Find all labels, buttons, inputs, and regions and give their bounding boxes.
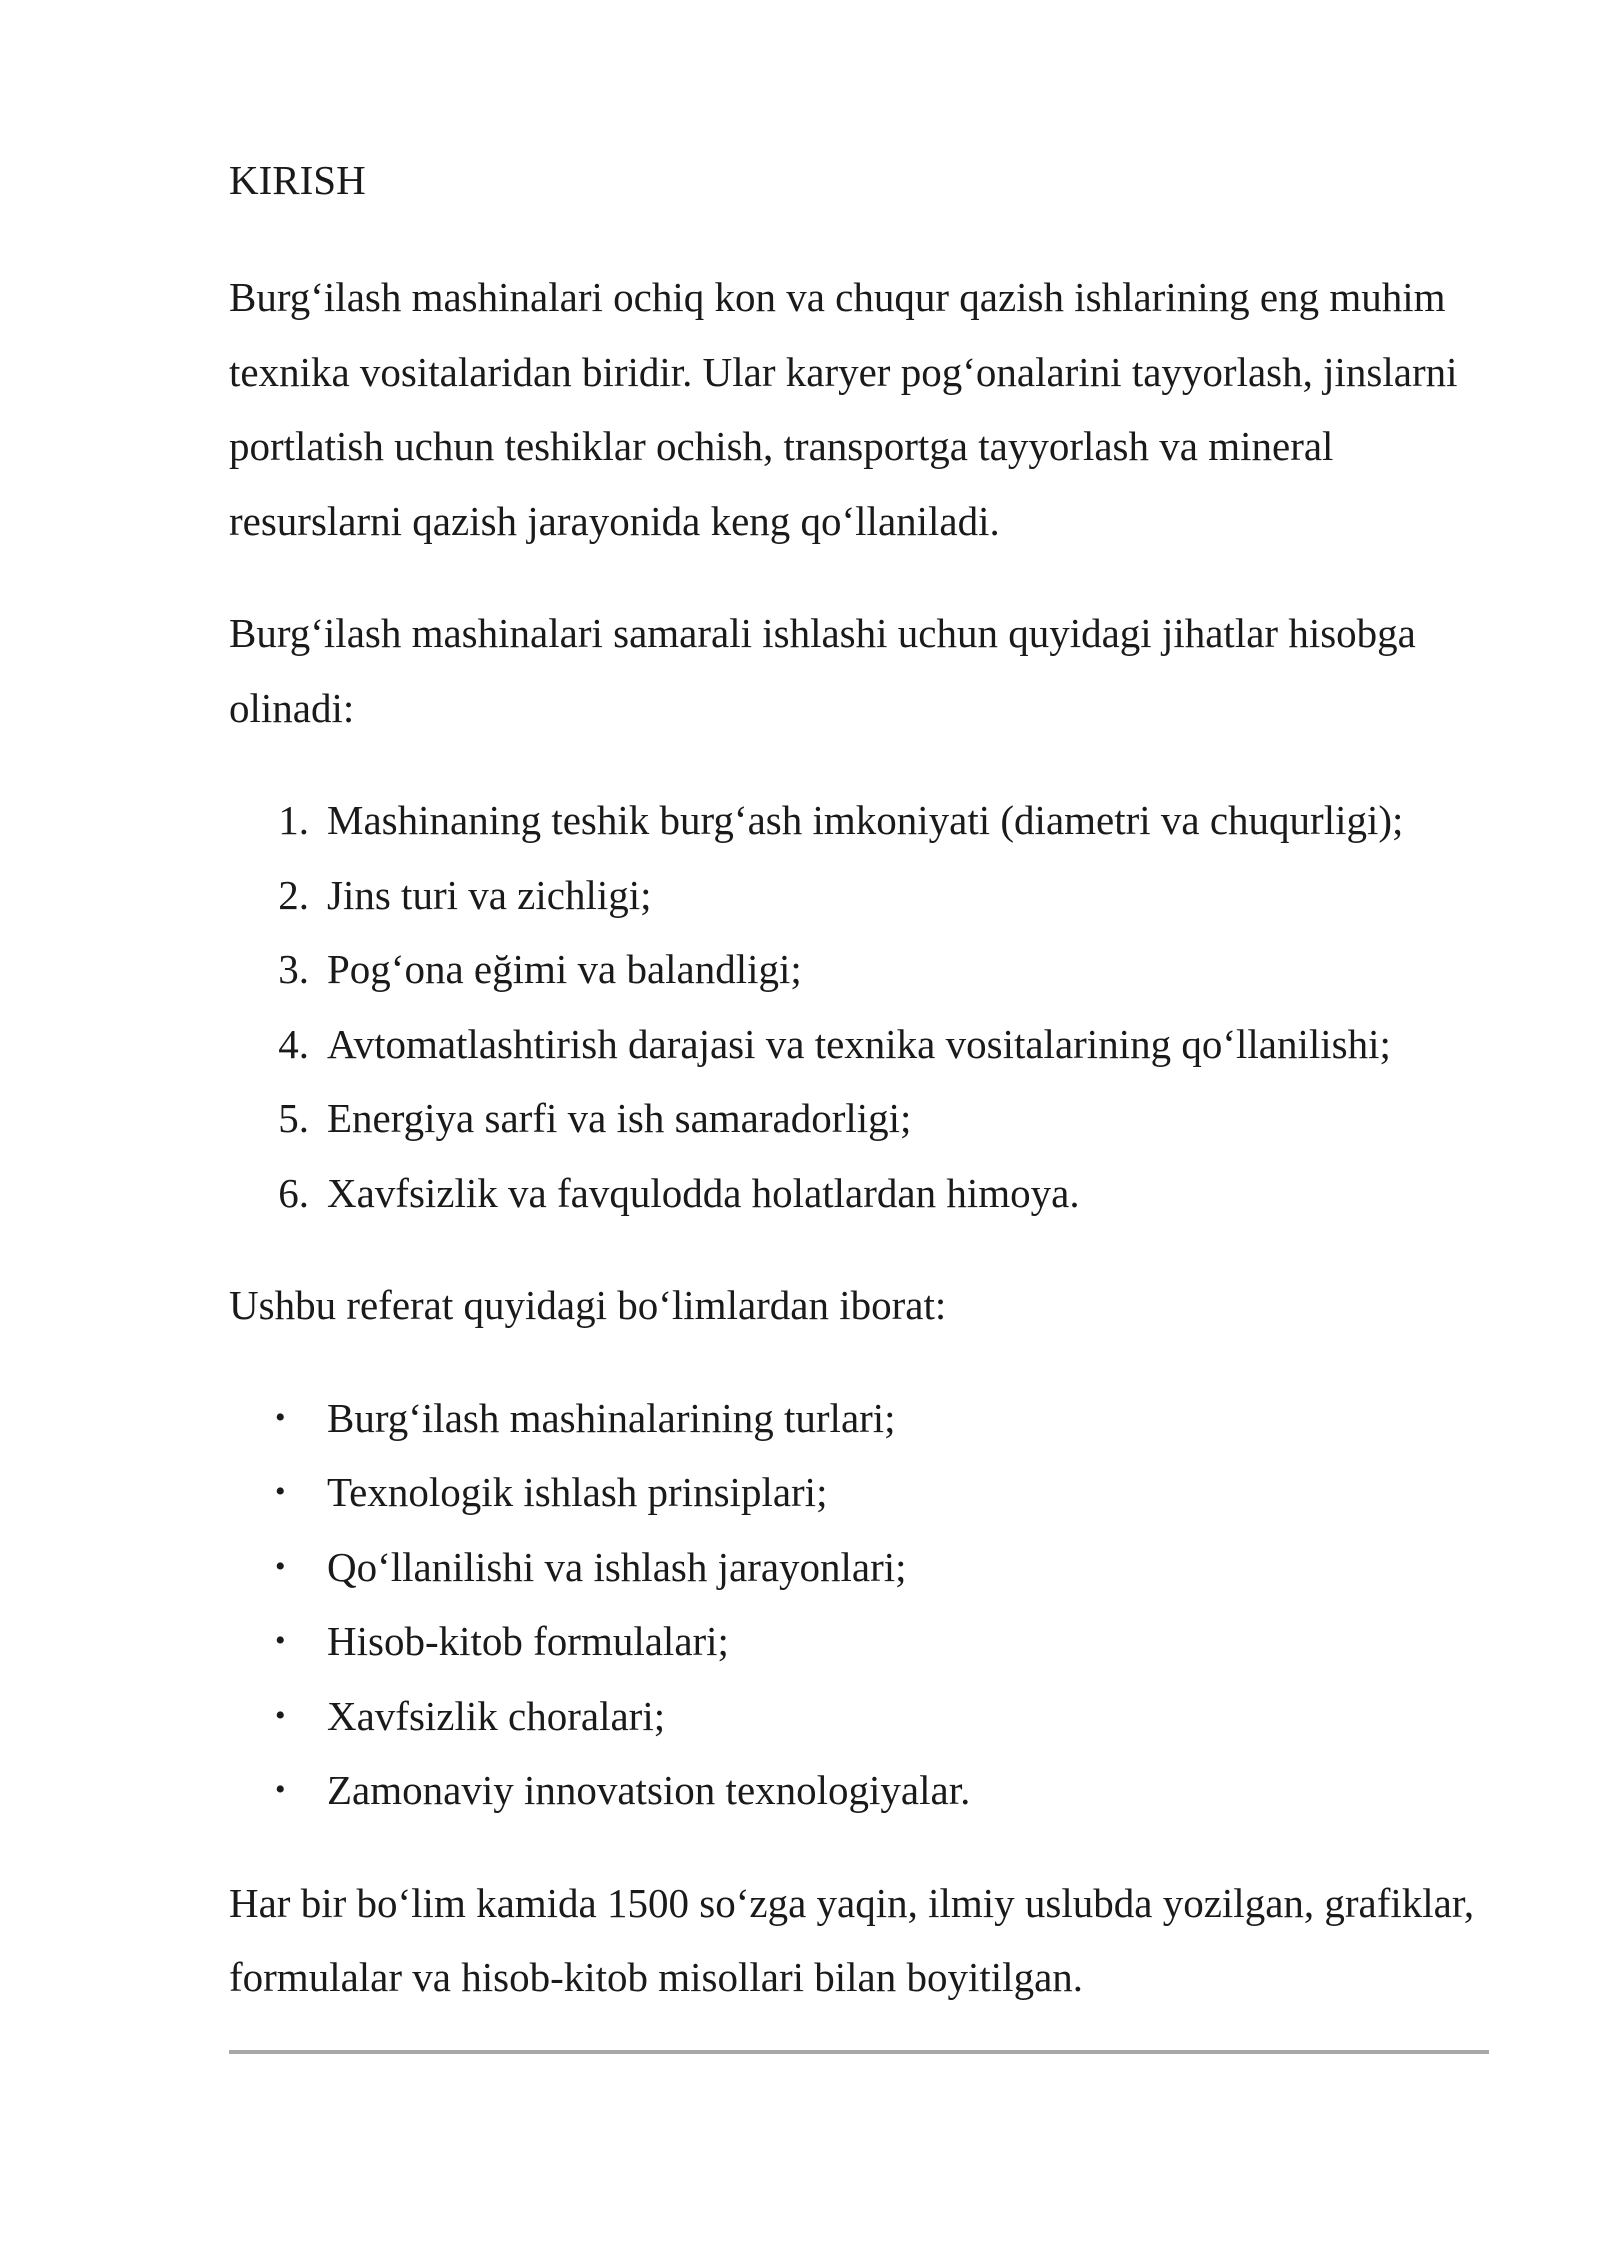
list-number: 1. [278,797,309,843]
closing-paragraph: Har bir bo‘lim kamida 1500 so‘zga yaqin, ilmiy uslubda yozilgan, grafiklar, formulalar va hisob-kitob misollari bilan boyitilgan. [229,1879,1475,2000]
list-number: 6. [278,1169,309,1216]
list-item-text: Zamonaviy innovatsion texnologiyalar. [327,1767,971,1813]
list-item [229,932,1489,1007]
document-page [229,150,1489,2053]
list-item [229,1381,1489,1456]
list-item-text: Texnologik ishlash prinsiplari; [327,1469,828,1515]
list-item-text: Qo‘llanilishi va ishlash jarayonlari; [327,1543,907,1590]
list-item [229,1156,1489,1231]
list-item [229,783,1489,858]
criteria-lead-paragraph: Burg‘ilash mashinalari samarali ishlashi uchun quyidagi jihatlar hisobga olinadi: [229,610,1416,731]
bullet-icon: • [275,1475,286,1508]
list-number: 5. [278,1095,309,1141]
list-item [229,1753,1489,1828]
list-item-text: Xavfsizlik choralari; [327,1692,666,1739]
list-number: 2. [278,871,309,918]
list-item-text: Hisob-kitob formulalari; [327,1618,729,1664]
intro-paragraph: Burg‘ilash mashinalari ochiq kon va chuqur qazish ishlarining eng muhim texnika vositalaridan biridir. Ular karyer pog‘onalarini tayyorlash, jinslarni portlatish uchun teshiklar ochish, transportga tayyorlash va mineral resurslarni qazish jarayonida keng qo‘llaniladi. [229,274,1458,544]
list-number: 4. [278,1020,309,1067]
list-number: 3. [278,946,309,992]
list-item-text: Xavfsizlik va favqulodda holatlardan himoya. [327,1169,1080,1216]
list-item-text: Burg‘ilash mashinalarining turlari; [327,1394,896,1441]
list-item [229,1530,1489,1605]
bullet-icon: • [275,1773,286,1806]
list-item-text: Mashinaning teshik burg‘ash imkoniyati (diametri va chuqurligi); [327,797,1404,843]
numbered-list [229,783,1489,1230]
list-item [229,858,1489,933]
bullet-icon: • [275,1549,286,1583]
sections-lead-paragraph: Ushbu referat quyidagi bo‘limlardan iborat: [229,1282,947,1328]
bullet-icon: • [275,1400,286,1434]
list-item-text: Jins turi va zichligi; [327,871,652,918]
bullet-icon: • [275,1698,286,1732]
list-item [229,1679,1489,1754]
horizontal-rule [229,2050,1489,2054]
list-item-text: Avtomatlashtirish darajasi va texnika vositalarining qo‘llanilishi; [327,1020,1391,1067]
bullet-list [229,1381,1489,1828]
list-item [229,1081,1489,1156]
list-item [229,1604,1489,1679]
section-heading: KIRISH [229,157,366,203]
list-item [229,1007,1489,1082]
bullet-icon: • [275,1624,286,1657]
list-item [229,1455,1489,1530]
list-item-text: Energiya sarfi va ish samaradorligi; [327,1095,912,1141]
list-item-text: Pog‘ona eğimi va balandligi; [327,946,802,992]
